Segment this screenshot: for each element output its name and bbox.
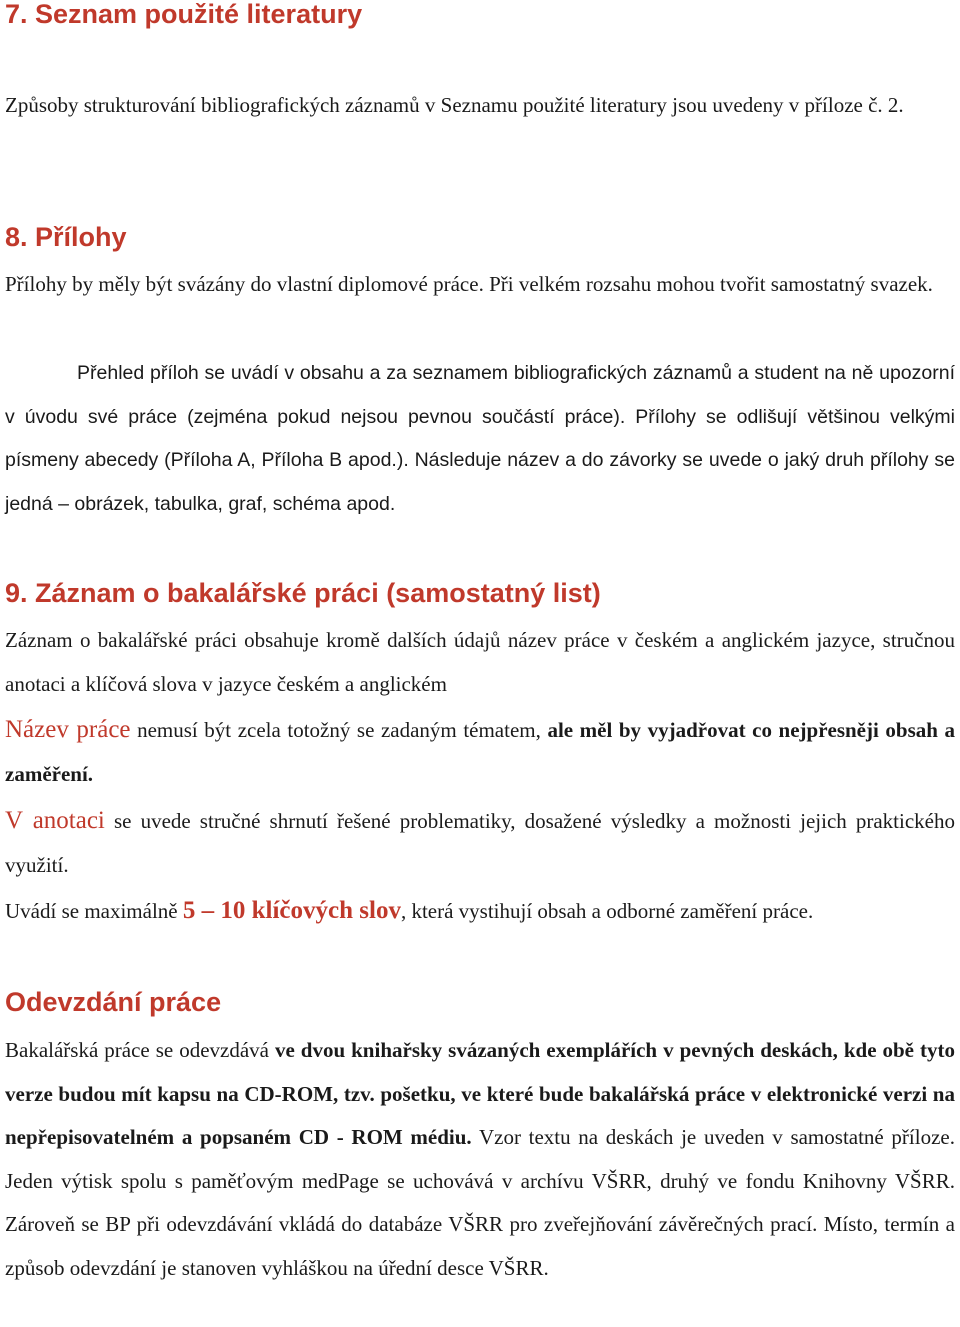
section-9-paragraph-3 xyxy=(5,799,955,887)
nazev-prace-bold: ale měl by vyjadřovat co nejpřesněji obsah a zaměření. xyxy=(5,718,955,786)
section-9-paragraph-4 xyxy=(5,889,955,934)
section-9-heading: 9. Záznam o bakalářské práci (samostatný list) xyxy=(5,578,601,608)
odevzdani-paragraph xyxy=(5,1029,955,1290)
section-8-paragraph-1: Přílohy by měly být svázány do vlastní diplomové práce. Při velkém rozsahu mohou tvořit samostatný svazek. xyxy=(5,272,933,296)
section-9-paragraph-1: Záznam o bakalářské práci obsahuje kromě dalších údajů název práce v českém a anglickém jazyce, stručnou anotaci a klíčová slova v jazyce českém a anglickém xyxy=(5,628,955,696)
odevzdani-heading: Odevzdání práce xyxy=(5,987,222,1017)
section-8-paragraph-2: Přehled příloh se uvádí v obsahu a za seznamem bibliografických záznamů a student na ně upozorní v úvodu své práce (zejména pokud nejsou pevnou součástí práce). Přílohy se odlišují většinou velkými písmeny abecedy (Příloha A, Příloha B apod.). Následuje název a do závorky se uvede o jaký druh přílohy se jedná – obrázek, tabulka, graf, schéma apod. xyxy=(5,362,955,515)
section-7-paragraph: Způsoby strukturování bibliografických záznamů v Seznamu použité literatury jsou uvedeny v příloze č. 2. xyxy=(5,93,904,117)
odevzdani-rest: Vzor textu na deskách je uveden v samostatné příloze. Jeden výtisk spolu s paměťovým medPage se uchovává v archívu VŠRR, druhý ve fondu Knihovny VŠRR. Zároveň se BP při odevzdávání vkládá do databáze VŠRR pro zveřejňování závěrečných prací. Místo, termín a způsob odevzdání je stanoven vyhláškou na úřední desce VŠRR. xyxy=(5,1125,955,1280)
nazev-prace-emphasis: Název práce xyxy=(5,716,131,743)
section-8-heading: 8. Přílohy xyxy=(5,222,127,252)
section-9-paragraph-2 xyxy=(5,708,955,796)
anotace-emphasis: V anotaci xyxy=(5,807,105,834)
keywords-post: , která vystihují obsah a odborné zaměření práce. xyxy=(400,899,814,923)
section-7-heading: 7. Seznam použité literatury xyxy=(5,0,363,29)
keywords-pre: Uvádí se maximálně xyxy=(5,899,183,923)
keywords-highlight: 5 – 10 klíčových slov xyxy=(182,897,401,924)
odevzdani-pre: Bakalářská práce se odevzdává xyxy=(5,1038,275,1062)
odevzdani-bold: ve dvou knihařsky svázaných exemplářích v pevných deskách, kde obě tyto verze budou mít kapsu na CD-ROM, tzv. pošetku, ve které bude bakalářská práce v elektronické verzi na nepřepisovatelném a popsaném CD - ROM médiu. xyxy=(5,1038,955,1149)
anotace-text: se uvede stručné shrnutí řešené problematiky, dosažené výsledky a možnosti jejich praktického využití. xyxy=(5,809,955,877)
nazev-prace-text: nemusí být zcela totožný se zadaným tématem, xyxy=(130,718,548,742)
